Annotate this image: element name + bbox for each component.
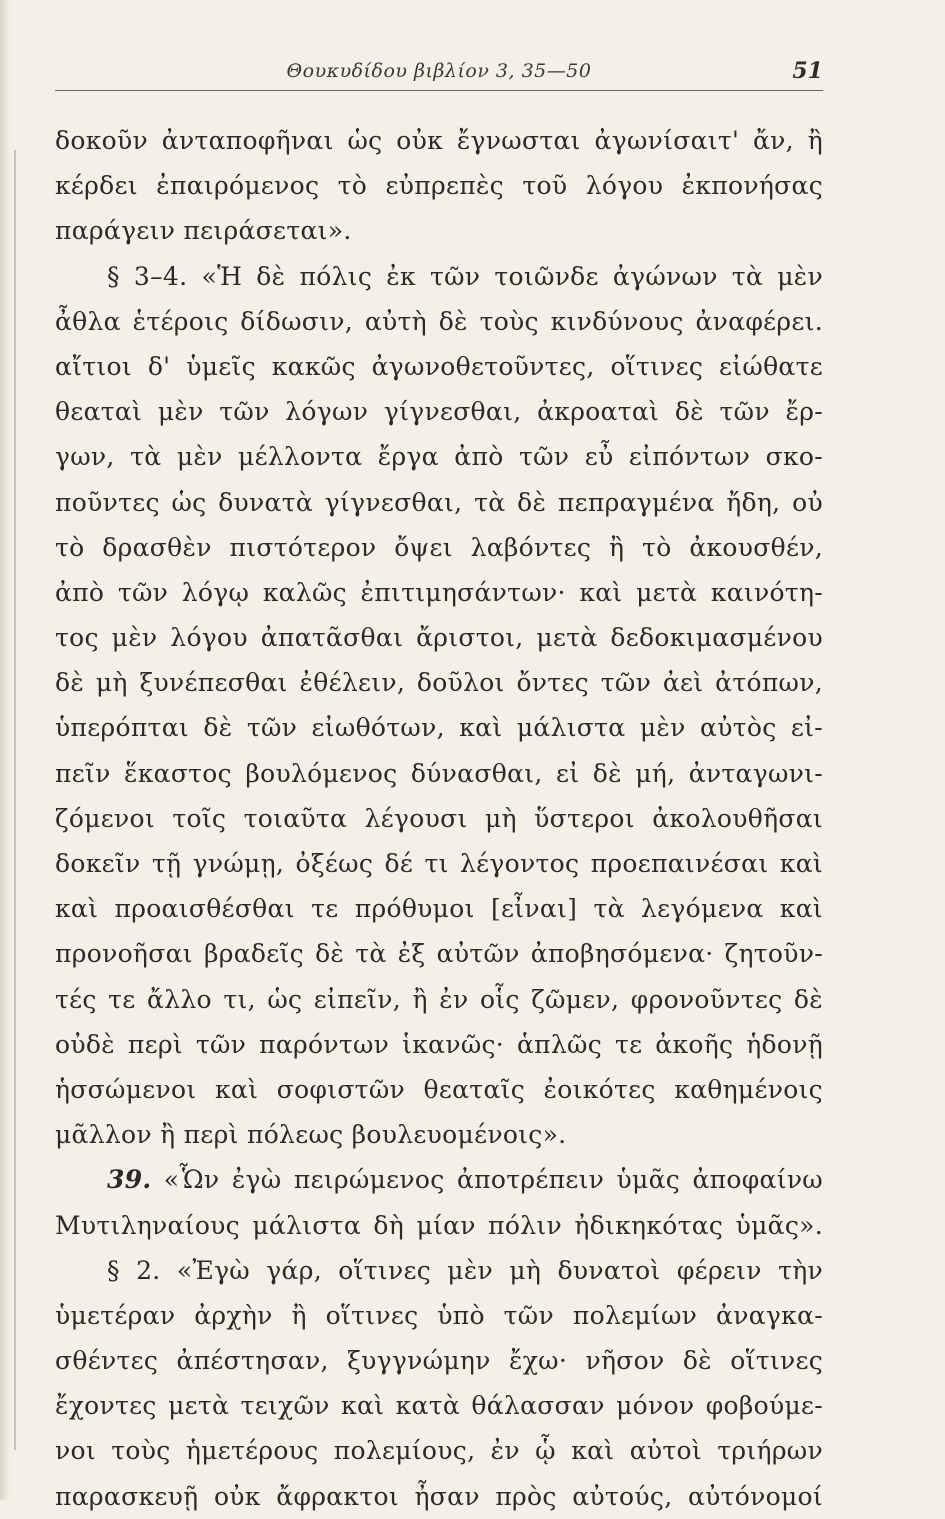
text-line: Μυτιληναίους μάλιστα δὴ μίαν πόλιν ἠδικηκότας ὑμᾶς». [55, 1210, 823, 1240]
text-line: θεαταὶ μὲν τῶν λόγων γίγνεσθαι, ἀκροαταὶ δὲ τῶν ἔρ- [55, 397, 823, 427]
text-line: μᾶλλον ἢ περὶ πόλεως βουλευομένοις». [55, 1120, 567, 1150]
text-line: αἴτιοι δ' ὑμεῖς κακῶς ἀγωνοθετοῦντες, οἵτινες εἰώθατε [55, 351, 823, 381]
section-number: 39. [107, 1165, 152, 1195]
text-line: πεῖν ἕκαστος βουλόμενος δύνασθαι, εἰ δὲ μή, ἀνταγωνι- [55, 758, 823, 788]
text-line: καὶ προαισθέσθαι τε πρόθυμοι [εἶναι] τὰ λεγόμενα καὶ [55, 894, 823, 924]
text-line: δοκοῦν ἀνταποφῆναι ὡς οὐκ ἔγνωσται ἀγωνίσαιτ' ἄν, ἢ [55, 126, 823, 155]
text-line: οὐδὲ περὶ τῶν παρόντων ἱκανῶς· ἁπλῶς τε ἀκοῆς ἡδονῇ [55, 1029, 823, 1059]
book-spine-shadow [0, 0, 10, 1500]
text-line: ἆθλα ἑτέροις δίδωσιν, αὐτὴ δὲ τοὺς κινδύνους ἀναφέρει. [55, 306, 823, 336]
page-body [55, 118, 823, 1519]
text-line: ποῦντες ὡς δυνατὰ γίγνεσθαι, τὰ δὲ πεπραγμένα ἤδη, οὐ [55, 487, 823, 517]
text-line: ἡσσώμενοι καὶ σοφιστῶν θεαταῖς ἐοικότες καθημένοις [55, 1074, 823, 1104]
text-line: ζόμενοι τοῖς τοιαῦτα λέγουσι μὴ ὕστεροι ἀκολουθῆσαι [55, 803, 823, 833]
text-line: ὑπερόπται δὲ τῶν εἰωθότων, καὶ μάλιστα μὲν αὐτὸς εἰ- [55, 713, 823, 743]
gutter-line [14, 150, 16, 1450]
text-line: δὲ μὴ ξυνέπεσθαι ἐθέλειν, δοῦλοι ὄντες τῶν ἀεὶ ἀτόπων, [55, 668, 823, 698]
text-line: τές τε ἄλλο τι, ὡς εἰπεῖν, ἢ ἐν οἷς ζῶμεν, φρονοῦντες δὲ [55, 984, 823, 1014]
text-line [55, 1157, 823, 1202]
page-number: 51 [792, 58, 823, 84]
text-line: ἔχοντες μετὰ τειχῶν καὶ κατὰ θάλασσαν μόνον φοβούμε- [55, 1391, 823, 1421]
text-line: παρασκευῇ οὐκ ἄφρακτοι ἦσαν πρὸς αὐτούς, αὐτόνομοί [55, 1481, 823, 1511]
text-line: προνοῆσαι βραδεῖς δὲ τὰ ἐξ αὐτῶν ἀποβησόμενα· ζητοῦν- [55, 939, 823, 969]
text-line: ὑμετέραν ἀρχὴν ἢ οἵτινες ὑπὸ τῶν πολεμίων ἀναγκα- [55, 1300, 823, 1330]
section-text: «Ὧν ἐγὼ πειρώμενος ἀποτρέπειν ὑμᾶς ἀποφαίνω [163, 1165, 823, 1195]
text-line: σθέντες ἀπέστησαν, ξυγγνώμην ἔχω· νῆσον δὲ οἵτινες [55, 1346, 823, 1376]
running-head: Θουκυδίδου βιβλίον 3, 35—50 [286, 60, 592, 82]
text-line: § 2. «Ἐγὼ γάρ, οἵτινες μὲν μὴ δυνατοὶ φέρειν τὴν [107, 1255, 823, 1285]
text-line: τος μὲν λόγου ἀπατᾶσθαι ἄριστοι, μετὰ δεδοκιμασμένου [55, 623, 823, 653]
text-line: παράγειν πειράσεται». [55, 216, 352, 246]
page-header [55, 56, 823, 91]
text-line: ἀπὸ τῶν λόγῳ καλῶς ἐπιτιμησάντων· καὶ μετὰ καινότη- [55, 577, 823, 607]
text-line: γων, τὰ μὲν μέλλοντα ἔργα ἀπὸ τῶν εὖ εἰπόντων σκο- [55, 442, 823, 472]
text-line: § 3–4. «Ἡ δὲ πόλις ἐκ τῶν τοιῶνδε ἀγώνων τὰ μὲν [107, 261, 823, 291]
text-line: δοκεῖν τῇ γνώμῃ, ὀξέως δέ τι λέγοντος προεπαινέσαι καὶ [55, 849, 823, 878]
text-line: τὸ δρασθὲν πιστότερον ὄψει λαβόντες ἢ τὸ ἀκουσθέν, [55, 532, 823, 562]
text-line: νοι τοὺς ἡμετέρους πολεμίους, ἐν ᾧ καὶ αὐτοὶ τριήρων [55, 1436, 823, 1466]
text-line: κέρδει ἐπαιρόμενος τὸ εὐπρεπὲς τοῦ λόγου ἐκπονήσας [55, 171, 823, 201]
